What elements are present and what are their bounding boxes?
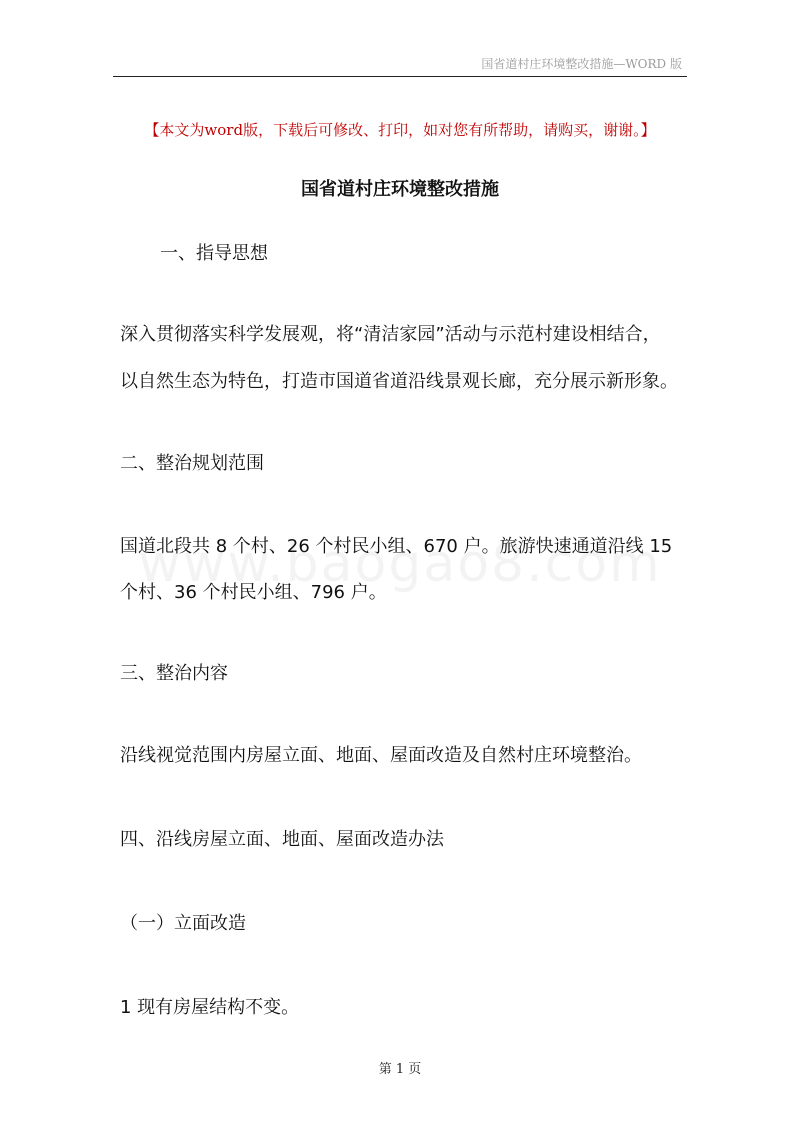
document-title: 国省道村庄环境整改措施 (301, 179, 499, 200)
page-number: 第 1 页 (378, 1062, 422, 1077)
section-heading-4: 四、沿线房屋立面、地面、屋面改造办法 (120, 829, 444, 850)
section-heading-1: 一、指导思想 (160, 243, 268, 264)
paragraph-line: 以自然生态为特色，打造市国道省道沿线景观长廊，充分展示新形象。 (120, 371, 678, 392)
purchase-notice: 【本文为word版，下载后可修改、打印，如对您有所帮助，请购买，谢谢。】 (144, 121, 656, 139)
watermark (0, 534, 800, 594)
running-header: 国省道村庄环境整改措施—WORD 版 (481, 57, 682, 71)
list-item: 1 现有房屋结构不变。 (120, 997, 300, 1018)
section-heading-2: 二、整治规划范围 (120, 453, 264, 474)
paragraph-line: 国道北段共 8 个村、26 个村民小组、670 户。旅游快速通道沿线 15 (120, 536, 673, 557)
subsection-heading: （一）立面改造 (120, 913, 246, 934)
paragraph-line: 个村、36 个村民小组、796 户。 (120, 582, 387, 603)
paragraph-line: 深入贯彻落实科学发展观，将“清洁家园”活动与示范村建设相结合， (120, 324, 661, 345)
section-heading-3: 三、整治内容 (120, 663, 228, 684)
paragraph-line: 沿线视觉范围内房屋立面、地面、屋面改造及自然村庄环境整治。 (120, 745, 642, 766)
header-divider (113, 76, 687, 77)
